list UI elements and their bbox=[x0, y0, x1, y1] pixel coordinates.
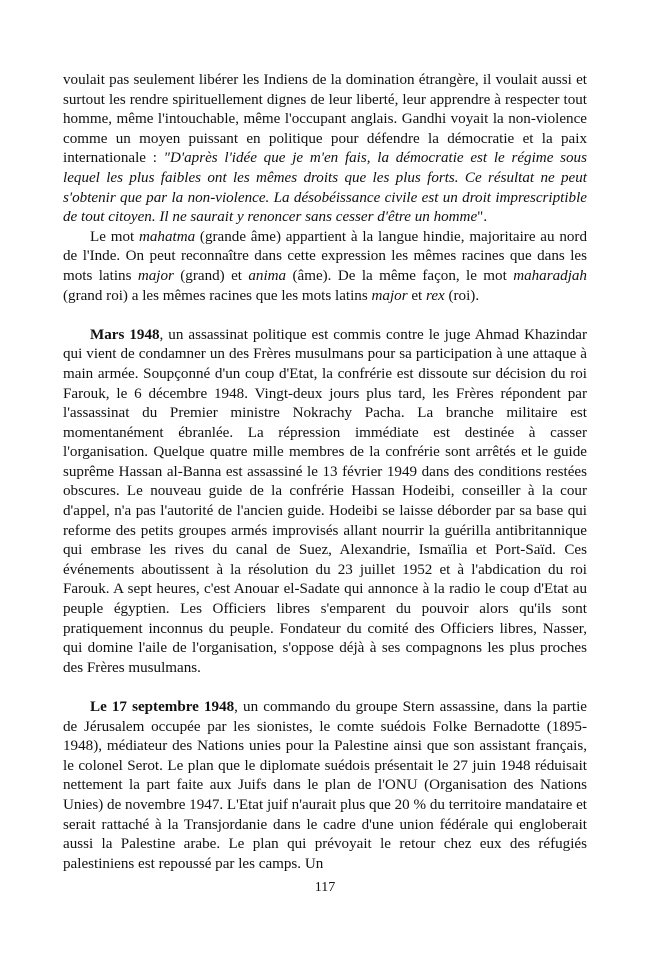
mahatma-term: mahatma bbox=[138, 228, 196, 245]
major-term-2: major bbox=[371, 287, 408, 304]
mahatma-text-1: Le mot bbox=[90, 228, 139, 245]
rex-term: rex bbox=[426, 287, 445, 304]
septembre-1948-text: , un commando du groupe Stern assassine, dans la partie de Jérusalem occupée par les sionistes, le comte suédois Folke Bernadotte (1895-1948), médiateur des Nations unies pour la Palestine ainsi que son assistant français, le colonel Serot. Le plan que le diplomate suédois présentait le 27 juin 1948 réduisait nettement la part faite aux Juifs dans le plan de l'ONU (Organisation des Nations Unies) de novembre 1947. L'Etat juif n'aurait plus que 20 % du territoire mandataire et serait rattaché à la Transjordanie dans le cadre d'une union fédérale qui engloberait aussi la Palestine arabe. Le plan qui prévoyait le retour chez eux des réfugiés palestiniens est repoussé par les camps. Un bbox=[63, 699, 587, 872]
mahatma-text-6: et bbox=[407, 287, 427, 304]
paragraph-17-septembre-1948 bbox=[63, 698, 587, 874]
mars-1948-text: , un assassinat politique est commis contre le juge Ahmad Khazindar qui vient de condamner un des Frères musulmans pour sa participation à une attaque à main armée. Soupçonné d'un coup d'Etat, la confrérie est dissoute sur décision du roi Farouk, le 6 décembre 1948. Vingt-deux jours plus tard, les Frères répondent par l'assassinat du Premier ministre Nokrachy Pacha. La branche militaire est momentanément ébranlée. La répression immédiate est destinée à casser l'organisation. Quelque quatre mille membres de la confrérie sont arrêtés et le guide suprême Hassan al-Banna est assassiné le 13 février 1949 dans des conditions restées obscures. Le nouveau guide de la confrérie Hassan Hodeibi, conseiller à la cour d'appel, n'a pas l'autorité de l'ancien guide. Hodeibi se laisse déborder par sa base qui reforme des petits groupes armés improvisés allant nourrir la guérilla antibritannique qui embrase les rives du canal de Suez, Alexandrie, Ismaïlia et Port-Saïd. Ces événements aboutissent à la résolution du 23 juillet 1952 et à l'abdication du roi Farouk. A sept heures, c'est Anouar el-Sadate qui annonce à la radio le coup d'Etat au peuple égyptien. Les Officiers libres s'emparent du pouvoir alors qu'ils sont pratiquement inconnus du peuple. Fondateur du comité des Officiers libres, Nasser, qui domine l'aile de l'organisation, s'oppose déjà à ses compagnons les plus proches des Frères musulmans. bbox=[63, 326, 588, 676]
gandhi-quote: "D'après l'idée que je m'en fais, la démocratie est le régime sous lequel les plus faibles ont les mêmes droits que les plus forts. Ce résultat ne peut s'obtenir que par la non-violence. La désobéissance civile est un droit imprescriptible de tout citoyen. Il ne saurait y renoncer sans cesser d'être un homme bbox=[63, 150, 587, 226]
anima-term: anima bbox=[248, 267, 287, 284]
mahatma-text-7: (roi). bbox=[444, 287, 480, 304]
mahatma-text-5: (grand roi) a les mêmes racines que les mots latins bbox=[63, 287, 372, 304]
major-term: major bbox=[137, 267, 174, 284]
maharadjah-term: maharadjah bbox=[513, 267, 587, 284]
page-body bbox=[63, 71, 587, 874]
paragraph-gandhi bbox=[63, 71, 587, 228]
mahatma-text-2: (grande âme) appartient à la langue hindie, majoritaire au nord de l'Inde. On peut reconnaître dans cette expression les mêmes racines que dans les mots latins bbox=[63, 228, 587, 284]
mars-1948-date: Mars 1948 bbox=[90, 326, 160, 343]
paragraph-mars-1948 bbox=[63, 326, 587, 679]
gandhi-quote-end: ". bbox=[477, 209, 488, 226]
mahatma-text-3: (grand) et bbox=[173, 267, 249, 284]
septembre-1948-date: Le 17 septembre 1948 bbox=[90, 699, 235, 715]
paragraph-mahatma bbox=[63, 228, 587, 306]
mahatma-text-4: (âme). De la même façon, le mot bbox=[286, 267, 514, 284]
page-number: 117 bbox=[314, 880, 336, 895]
paragraph-gandhi-text: voulait pas seulement libérer les Indiens de la domination étrangère, il voulait aussi et surtout les rendre spirituellement dignes de leur liberté, leur apprendre à respecter tout homme, même l'intouchable, même l'occupant anglais. Gandhi voyait la non-violence comme un moyen puissant en politique pour défendre la démocratie et la paix internationale : bbox=[63, 72, 587, 167]
